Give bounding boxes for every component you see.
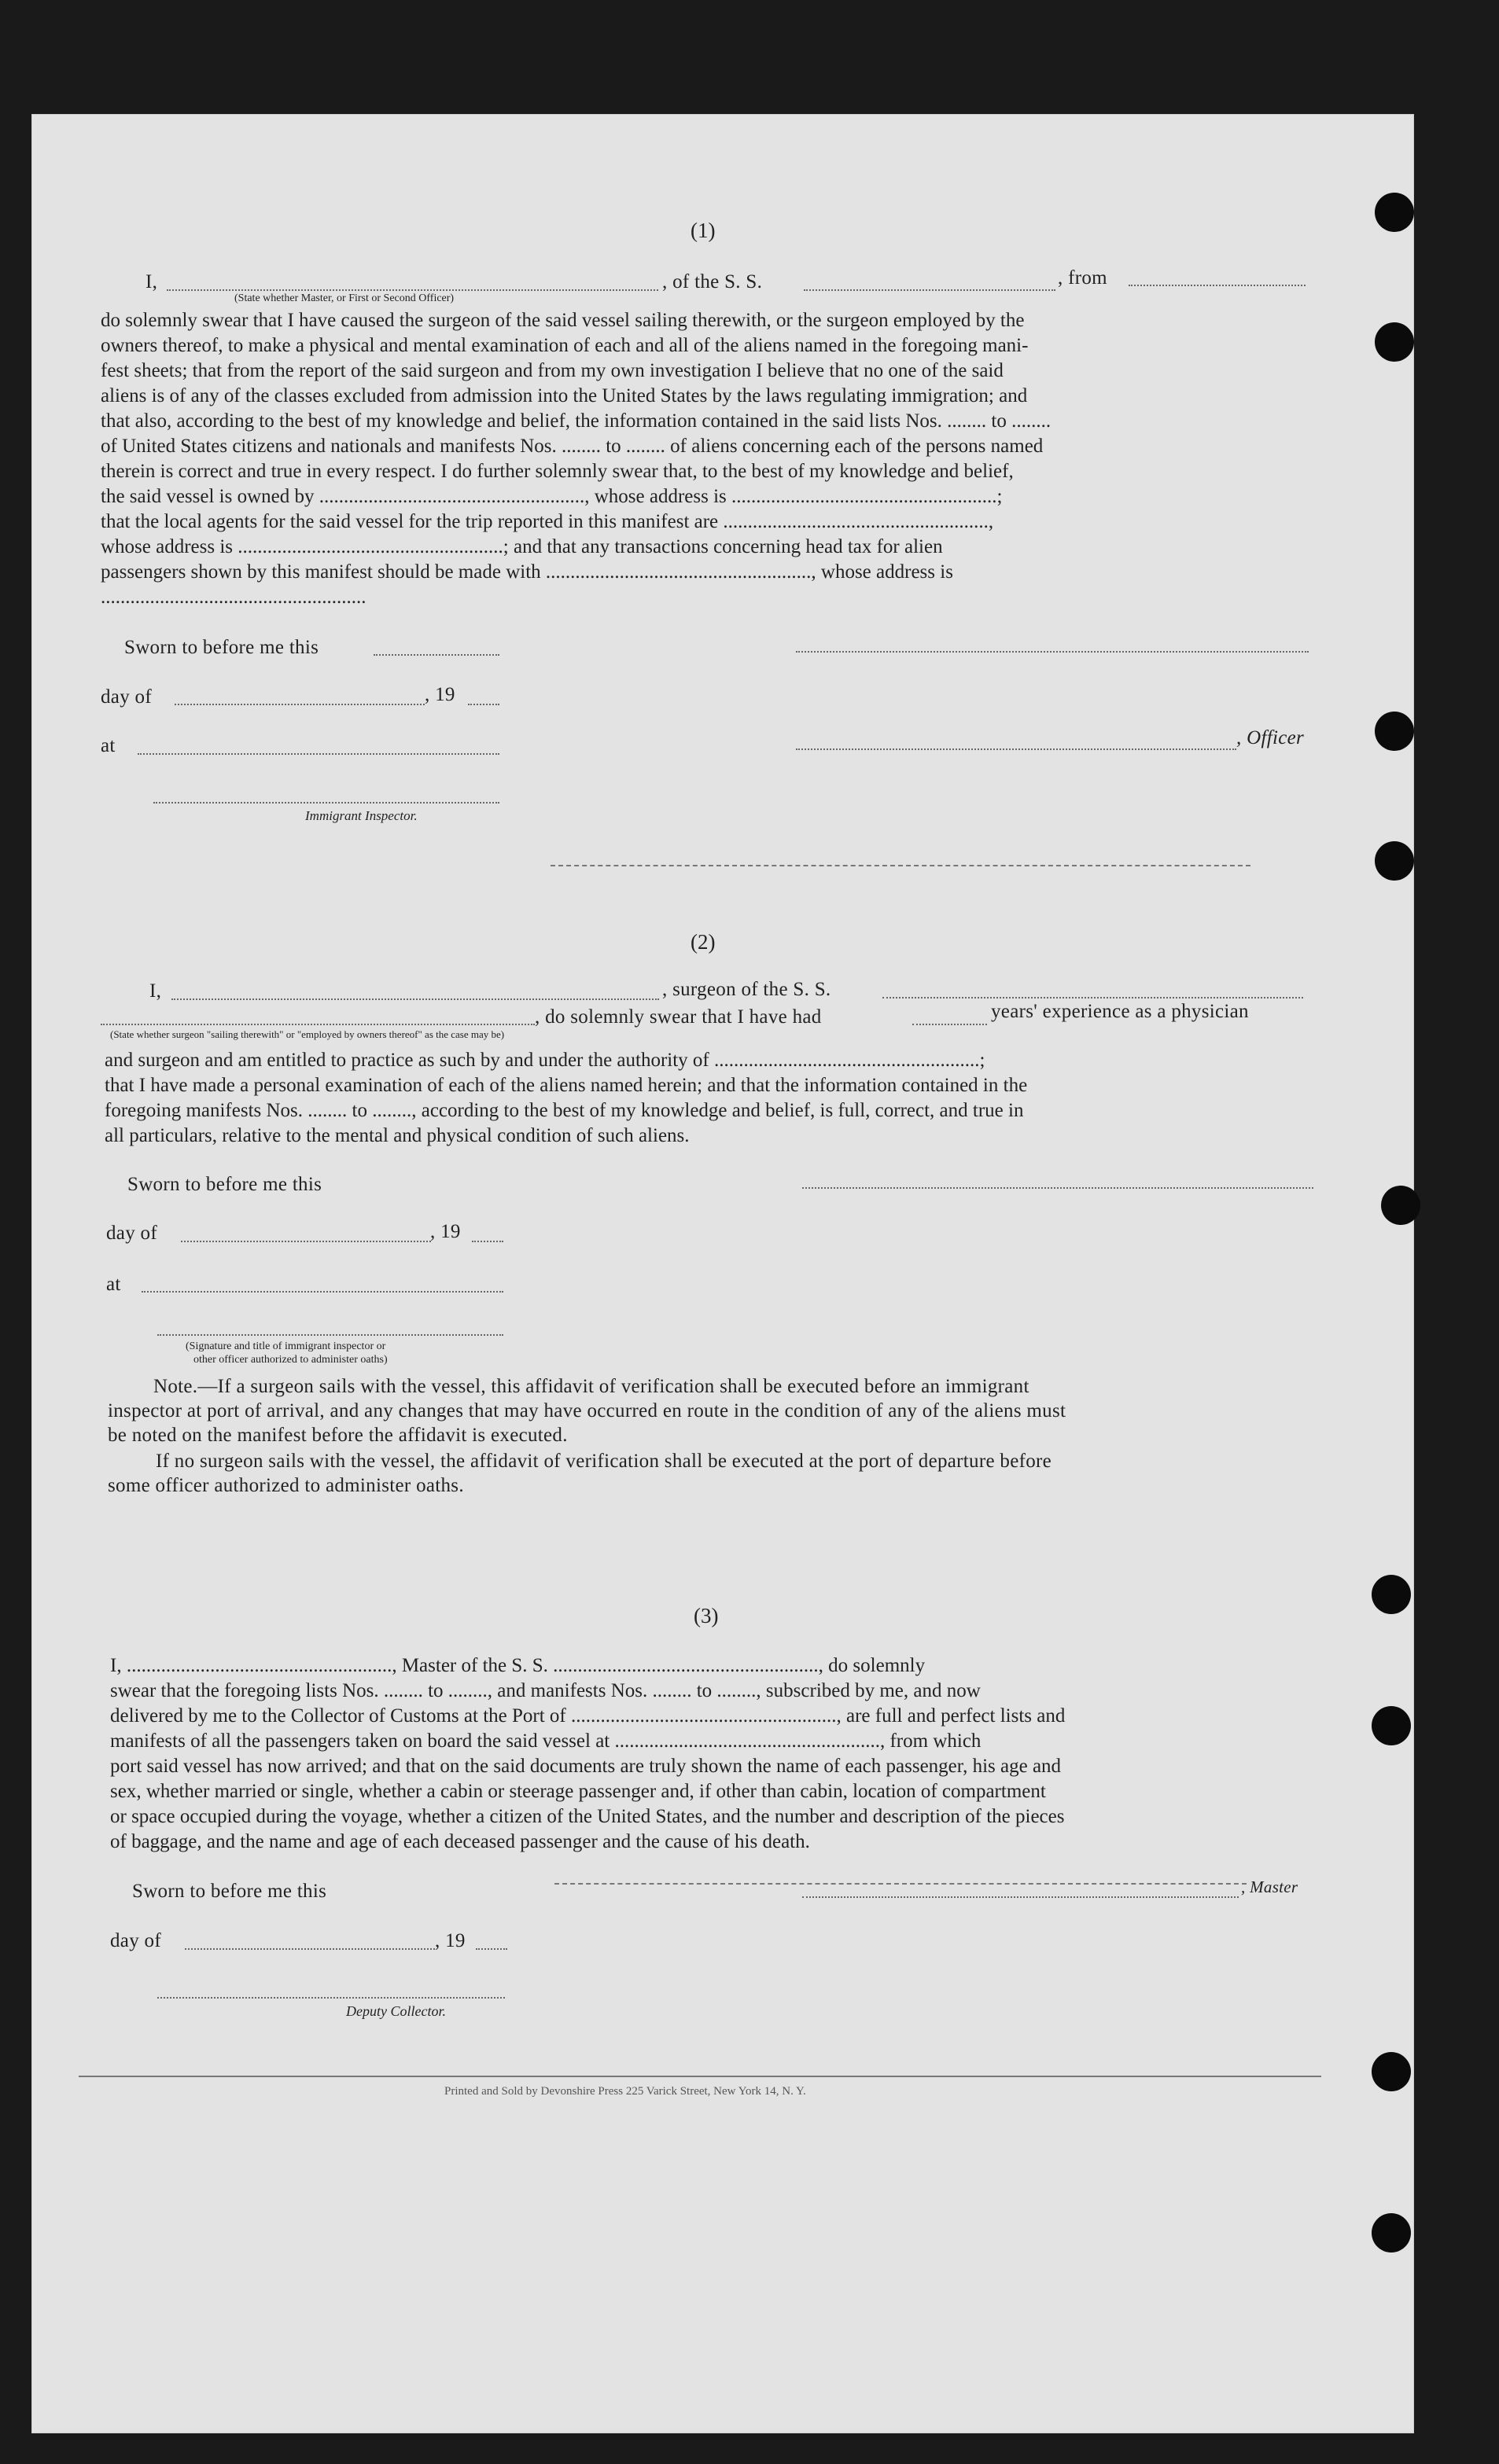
- punch-hole: [1372, 2052, 1411, 2091]
- s2-signature-line: [802, 1187, 1313, 1189]
- s2-para-line: and surgeon and am entitled to practice as such by and under the authority of ......................................................;: [105, 1050, 985, 1071]
- s2-note-4: If no surgeon sails with the vessel, the affidavit of verification shall be executed at the port of departure before: [156, 1451, 1052, 1472]
- s2-note-3: be noted on the manifest before the affidavit is executed.: [108, 1425, 568, 1446]
- s1-inspector-line: [153, 802, 499, 804]
- s1-sworn-blank: [374, 654, 499, 656]
- section-1-paragraph: [101, 308, 1308, 610]
- s1-para-line: passengers shown by this manifest should be made with ......................................................, whose address is: [101, 561, 953, 583]
- s1-para-line: fest sheets; that from the report of the said surgeon and from my own investigation I believe that no one of the said: [101, 360, 1004, 381]
- section-2-title: (2): [691, 930, 716, 954]
- s2-at-blank: [142, 1291, 503, 1293]
- s1-inspector-label: Immigrant Inspector.: [305, 808, 418, 823]
- s2-surgeon-blank: [171, 998, 659, 1000]
- s1-para-line: ......................................................: [101, 587, 366, 608]
- section-3-title: (3): [694, 1604, 719, 1627]
- s2-sig-note-2: other officer authorized to administer oaths): [193, 1354, 388, 1366]
- s2-years-blank: [912, 1024, 987, 1025]
- s2-sworn-label: Sworn to before me this: [127, 1174, 322, 1195]
- s1-day-blank: [175, 704, 425, 705]
- s1-para-line: therein is correct and true in every respect. I do further solemnly swear that, to the best of my knowledge and belief,: [101, 461, 1014, 482]
- s2-note-2: inspector at port of arrival, and any changes that may have occurred en route in the condition of any of the aliens must: [108, 1400, 1066, 1421]
- s2-para-line: all particulars, relative to the mental and physical condition of such aliens.: [105, 1125, 690, 1146]
- s1-para-line: do solemnly swear that I have caused the surgeon of the said vessel sailing therewith, or the surgeon employed by the: [101, 310, 1025, 331]
- s2-sig-note-1: (Signature and title of immigrant inspector or: [186, 1340, 386, 1352]
- s3-sworn-label: Sworn to before me this: [132, 1881, 327, 1902]
- punch-hole: [1372, 1706, 1411, 1745]
- s2-vessel-blank: [882, 997, 1303, 998]
- s3-para-line: sex, whether married or single, whether a cabin or steerage passenger and, if other than cabin, location of compartment: [110, 1781, 1046, 1802]
- s3-master-label: , Master: [1241, 1877, 1298, 1896]
- s2-para-line: foregoing manifests Nos. ........ to ........, according to the best of my knowledge and belief, is full, correct, and true in: [105, 1100, 1024, 1121]
- s1-year-blank: [468, 704, 499, 705]
- s2-day-label: day of: [106, 1223, 157, 1244]
- s2-surgeon-note: (State whether surgeon "sailing therewith" or "employed by owners thereof" as the case may be): [110, 1028, 505, 1040]
- section-3-paragraph: [110, 1653, 1318, 1855]
- s1-para-line: the said vessel is owned by ......................................................, whose address is ......................................................;: [101, 486, 1003, 507]
- punch-hole: [1381, 1186, 1420, 1225]
- s1-sworn-label: Sworn to before me this: [124, 637, 319, 658]
- s3-year-blank: [476, 1948, 507, 1950]
- s1-officer-note: (State whether Master, or First or Second Officer): [234, 292, 455, 304]
- s3-para-line: port said vessel has now arrived; and that on the said documents are truly shown the name of each passenger, his age and: [110, 1756, 1062, 1777]
- s1-dash-line: [551, 865, 1250, 866]
- s3-para-line: of baggage, and the name and age of each deceased passenger and the cause of his death.: [110, 1831, 810, 1852]
- s2-surgeon-type-blank: [101, 1024, 535, 1025]
- section-1-title: (1): [691, 219, 716, 242]
- s1-para-line: of United States citizens and nationals and manifests Nos. ........ to ........ of aliens concerning each of the persons named: [101, 436, 1044, 457]
- s3-signature-line: [802, 1896, 1239, 1898]
- s1-signature-line: [796, 651, 1309, 653]
- s1-at-label: at: [101, 735, 116, 756]
- s1-officer-blank: [167, 289, 658, 291]
- s2-at-label: at: [106, 1274, 121, 1295]
- punch-hole: [1375, 322, 1414, 362]
- s1-para-line: owners thereof, to make a physical and mental examination of each and all of the aliens named in the foregoing mani-: [101, 335, 1029, 356]
- s2-year-label: , 19: [430, 1221, 461, 1242]
- punch-hole: [1375, 841, 1414, 881]
- footer-rule: [79, 2076, 1321, 2077]
- s1-of-ss-label: , of the S. S.: [662, 271, 763, 292]
- s1-day-label: day of: [101, 686, 152, 708]
- s3-para-line: swear that the foregoing lists Nos. ........ to ........, and manifests Nos. ........ to ........, subscribed by me, and now: [110, 1680, 981, 1701]
- punch-hole: [1372, 2213, 1411, 2253]
- s1-i-label: I,: [145, 271, 158, 292]
- s3-dash-line: [554, 1883, 1247, 1885]
- s2-years-label: years' experience as a physician: [991, 1001, 1249, 1022]
- s3-para-line: manifests of all the passengers taken on board the said vessel at ......................................................, from which: [110, 1730, 982, 1752]
- s3-collector-label: Deputy Collector.: [346, 2003, 446, 2019]
- s3-year-label: , 19: [435, 1930, 466, 1951]
- s2-para-line: that I have made a personal examination of each of the aliens named herein; and that the information contained in the: [105, 1075, 1028, 1096]
- s1-at-blank: [138, 753, 499, 755]
- s1-officer-label: , Officer: [1236, 727, 1305, 748]
- s2-note-1: Note.—If a surgeon sails with the vessel, this affidavit of verification shall be executed before an immigrant: [153, 1376, 1029, 1397]
- s3-para-line: or space occupied during the voyage, whether a citizen of the United States, and the number and description of the pieces: [110, 1806, 1065, 1827]
- s1-from-blank: [1129, 285, 1306, 286]
- s1-para-line: aliens is of any of the classes excluded from admission into the United States by the laws regulating immigration; and: [101, 385, 1028, 406]
- punch-hole: [1372, 1575, 1411, 1614]
- s3-day-label: day of: [110, 1930, 161, 1951]
- printer-imprint: Printed and Sold by Devonshire Press 225 Varick Street, New York 14, N. Y.: [444, 2085, 806, 2098]
- s2-day-blank: [181, 1241, 431, 1242]
- s3-para-line: I, ......................................................, Master of the S. S. ......................................................, do solemnly: [110, 1655, 926, 1676]
- s2-inspector-line: [157, 1334, 503, 1336]
- s1-vessel-blank: [804, 289, 1055, 291]
- s3-day-blank: [185, 1948, 435, 1950]
- s1-para-line: that also, according to the best of my knowledge and belief, the information contained in the said lists Nos. ........ to ........: [101, 410, 1052, 432]
- s1-from-label: , from: [1058, 267, 1107, 289]
- s2-swear-label: , do solemnly swear that I have had: [535, 1006, 822, 1028]
- s1-year-label: , 19: [425, 684, 455, 705]
- s2-i-label: I,: [149, 980, 162, 1002]
- s2-year-blank: [472, 1241, 503, 1242]
- s1-para-line: that the local agents for the said vessel for the trip reported in this manifest are ......................................................,: [101, 511, 994, 532]
- s3-collector-line: [157, 1997, 505, 1999]
- s2-surgeon-of-label: , surgeon of the S. S.: [662, 979, 831, 1000]
- s1-officer-line: [796, 748, 1236, 750]
- s1-para-line: whose address is ......................................................; and that any transactions concerning head tax for alien: [101, 536, 943, 557]
- section-2-paragraph: [105, 1048, 1314, 1149]
- s2-note-5: some officer authorized to administer oaths.: [108, 1475, 464, 1496]
- s3-para-line: delivered by me to the Collector of Customs at the Port of ......................................................, are full and perfect lists and: [110, 1705, 1066, 1727]
- punch-hole: [1375, 193, 1414, 232]
- punch-hole: [1375, 712, 1414, 751]
